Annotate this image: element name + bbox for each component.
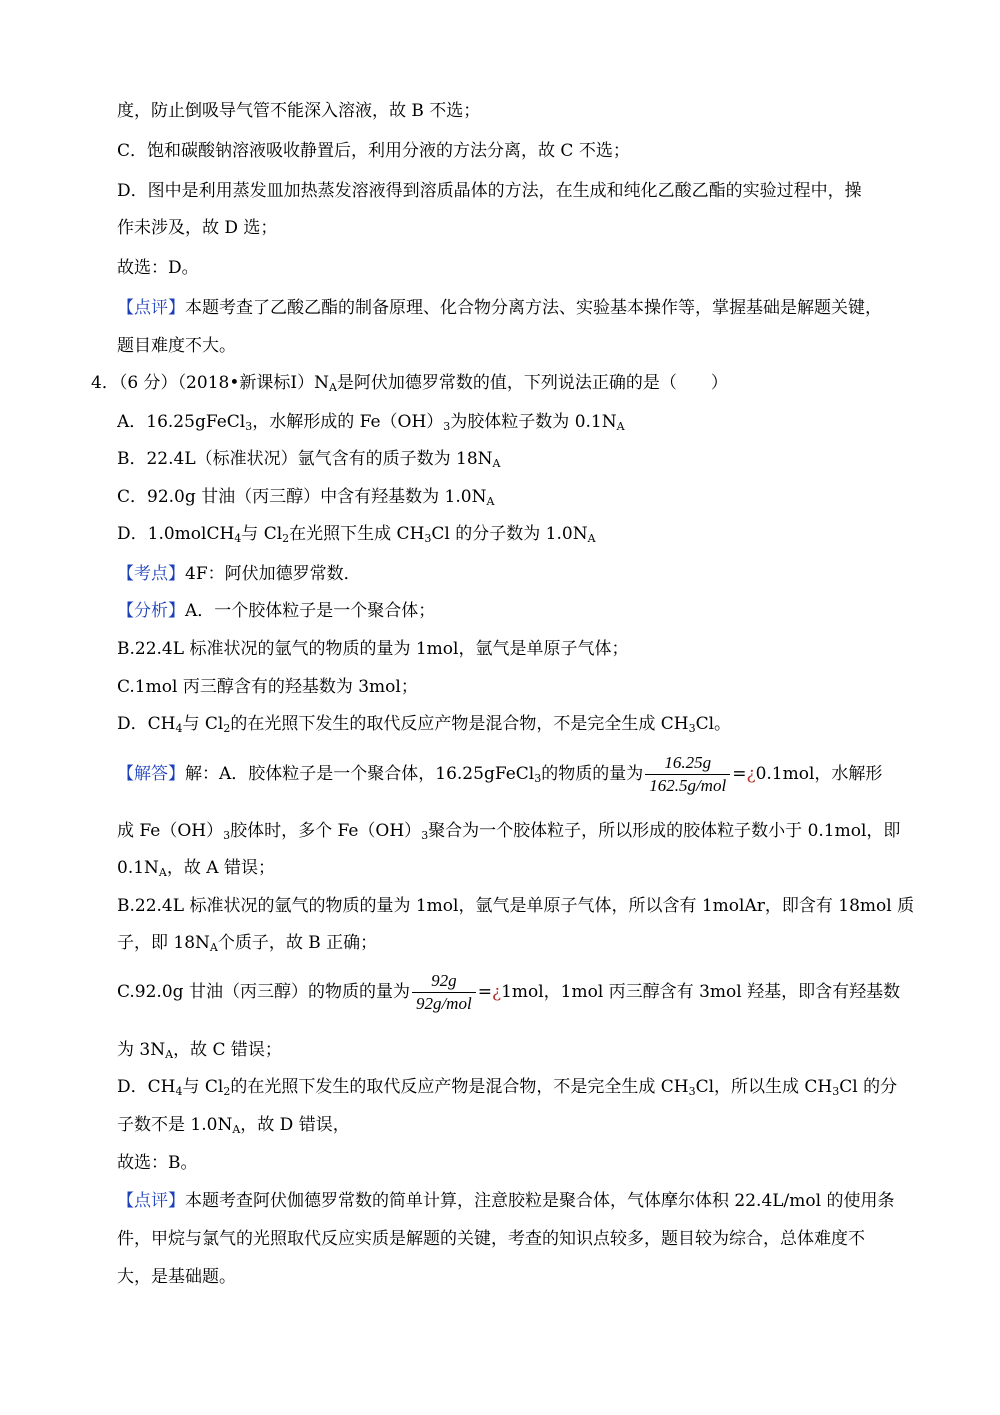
q4-fenxi-a: 【分析】A．一个胶体粒子是一个聚合体； [117, 601, 436, 621]
q4-option-a: A．16.25gFeCl$_3$，水解形成的 $Fe(OH)_3$为胶体粒子数为 $0.1N_A$ [117, 412, 625, 433]
comment-tag: 【点评】 [117, 298, 185, 318]
q4-option-d: D．1.0molCH$_4$与 $Cl_2$在光照下生成 $CH_3Cl$ 的分子数为 $1.0N_A$ [117, 524, 596, 545]
q4-source: （2018•新课标Ⅰ） [177, 373, 315, 393]
q4-kaodian: 【考点】4F：阿伏加德罗常数． [117, 564, 361, 584]
q4-jieda-a: 【解答】解：A．胶体粒子是一个聚合体，16.25gFeCl$_3$的物质的量为 $\frac{16.25g}{\text{162.5g/mol}}$ =¿0.1mol，水解形 [117, 753, 883, 795]
q4-jieda-c: C.92.0g 甘油（丙三醇）的物质的量为 $\frac{92g}{\text{92g/mol}}$ =¿1mol，1mol 丙三醇含有 3mol 羟基，即含有羟基数 [117, 971, 901, 1013]
q4-jieda-b-2: 子，即 $18N_A$个质子，故 B 正确； [117, 933, 378, 954]
q4-option-b: B．22.4L（标准状况）氩气含有的质子数为 $18N_A$ [117, 449, 501, 470]
q4-jieda-a-3: $0.1N_A$，故 A 错误； [117, 858, 275, 879]
q3-option-c-explanation: C．饱和碳酸钠溶液吸收静置后，利用分液的方法分离，故 C 不选； [117, 141, 630, 161]
q4-jieda-b-1: B.22.4L 标准状况的氩气的物质的量为 1mol，氩气是单原子气体，所以含有 1molAr，即含有 18mol 质 [117, 896, 915, 916]
q4-comment-1: 【点评】本题考查阿伏伽德罗常数的简单计算，注意胶粒是聚合体，气体摩尔体积 22.4L/mol 的使用条 [117, 1191, 895, 1211]
q4-jieda-a-2: 成 $Fe(OH)_3$胶体时，多个 $Fe(OH)_3$聚合为一个胶体粒子，所以形成的胶体粒子数小于 0.1mol，即 [117, 821, 901, 842]
q4-fenxi-d: D．$CH_4$与 $Cl_2$的在光照下发生的取代反应产物是混合物，不是完全生成 $CH_3Cl$。 [117, 714, 732, 735]
q4-comment-3: 大，是基础题。 [117, 1267, 236, 1287]
q4-jieda-d-1: D．$CH_4$与 $Cl_2$的在光照下发生的取代反应产物是混合物，不是完全生成 $CH_3Cl$，所以生成 $CH_3Cl$ 的分 [117, 1077, 898, 1098]
q4-comment-2: 件，甲烷与氯气的光照取代反应实质是解题的关键，考查的知识点较多，题目较为综合，总体难度不 [117, 1229, 865, 1249]
q4-option-c: C．92.0g 甘油（丙三醇）中含有羟基数为 $1.0N_A$ [117, 487, 495, 508]
q4-jieda-c-2: 为 $3N_A$，故 C 错误； [117, 1040, 282, 1061]
q3-comment-2: 题目难度不大。 [117, 336, 236, 356]
q4-stem: 4．（6 分）（2018•新课标$Ⅰ)N_A$是阿伏加德罗常数的值，下列说法正确的是（ ） [91, 373, 728, 394]
jieda-tag: 【解答】 [117, 764, 185, 784]
q4-fenxi-c: C.1mol 丙三醇含有的羟基数为 3mol； [117, 677, 418, 697]
q4-score: （6 分） [118, 373, 178, 393]
q3-comment-1: 【点评】本题考查了乙酸乙酯的制备原理、化合物分离方法、实验基本操作等，掌握基础是解题关键， [117, 298, 882, 318]
comment-tag: 【点评】 [117, 1191, 185, 1211]
q3-answer: 故选：D。 [117, 258, 199, 278]
q4-fenxi-b: B.22.4L 标准状况的氩气的物质的量为 1mol，氩气是单原子气体； [117, 639, 629, 659]
q4-jieda-d-2: 子数不是 $1.0N_A$，故 D 错误， [117, 1115, 350, 1136]
q3-option-d-explanation-2: 作未涉及，故 D 选； [117, 218, 278, 238]
q3-option-d-explanation-1: D．图中是利用蒸发皿加热蒸发溶液得到溶质晶体的方法，在生成和纯化乙酸乙酯的实验过程中，操 [117, 181, 862, 201]
q4-answer: 故选：B。 [117, 1153, 198, 1173]
q3-line-b-tail: 度，防止倒吸导气管不能深入溶液，故 B 不选； [117, 101, 481, 121]
fraction-glycerol: $\frac{92g}{\text{92g/mol}}$ [412, 970, 476, 1015]
fraction-fecl3: $\frac{16.25g}{\text{162.5g/mol}}$ [645, 752, 730, 797]
q4-number: 4． [91, 373, 119, 393]
kaodian-tag: 【考点】 [117, 564, 185, 584]
fenxi-tag: 【分析】 [117, 601, 185, 621]
